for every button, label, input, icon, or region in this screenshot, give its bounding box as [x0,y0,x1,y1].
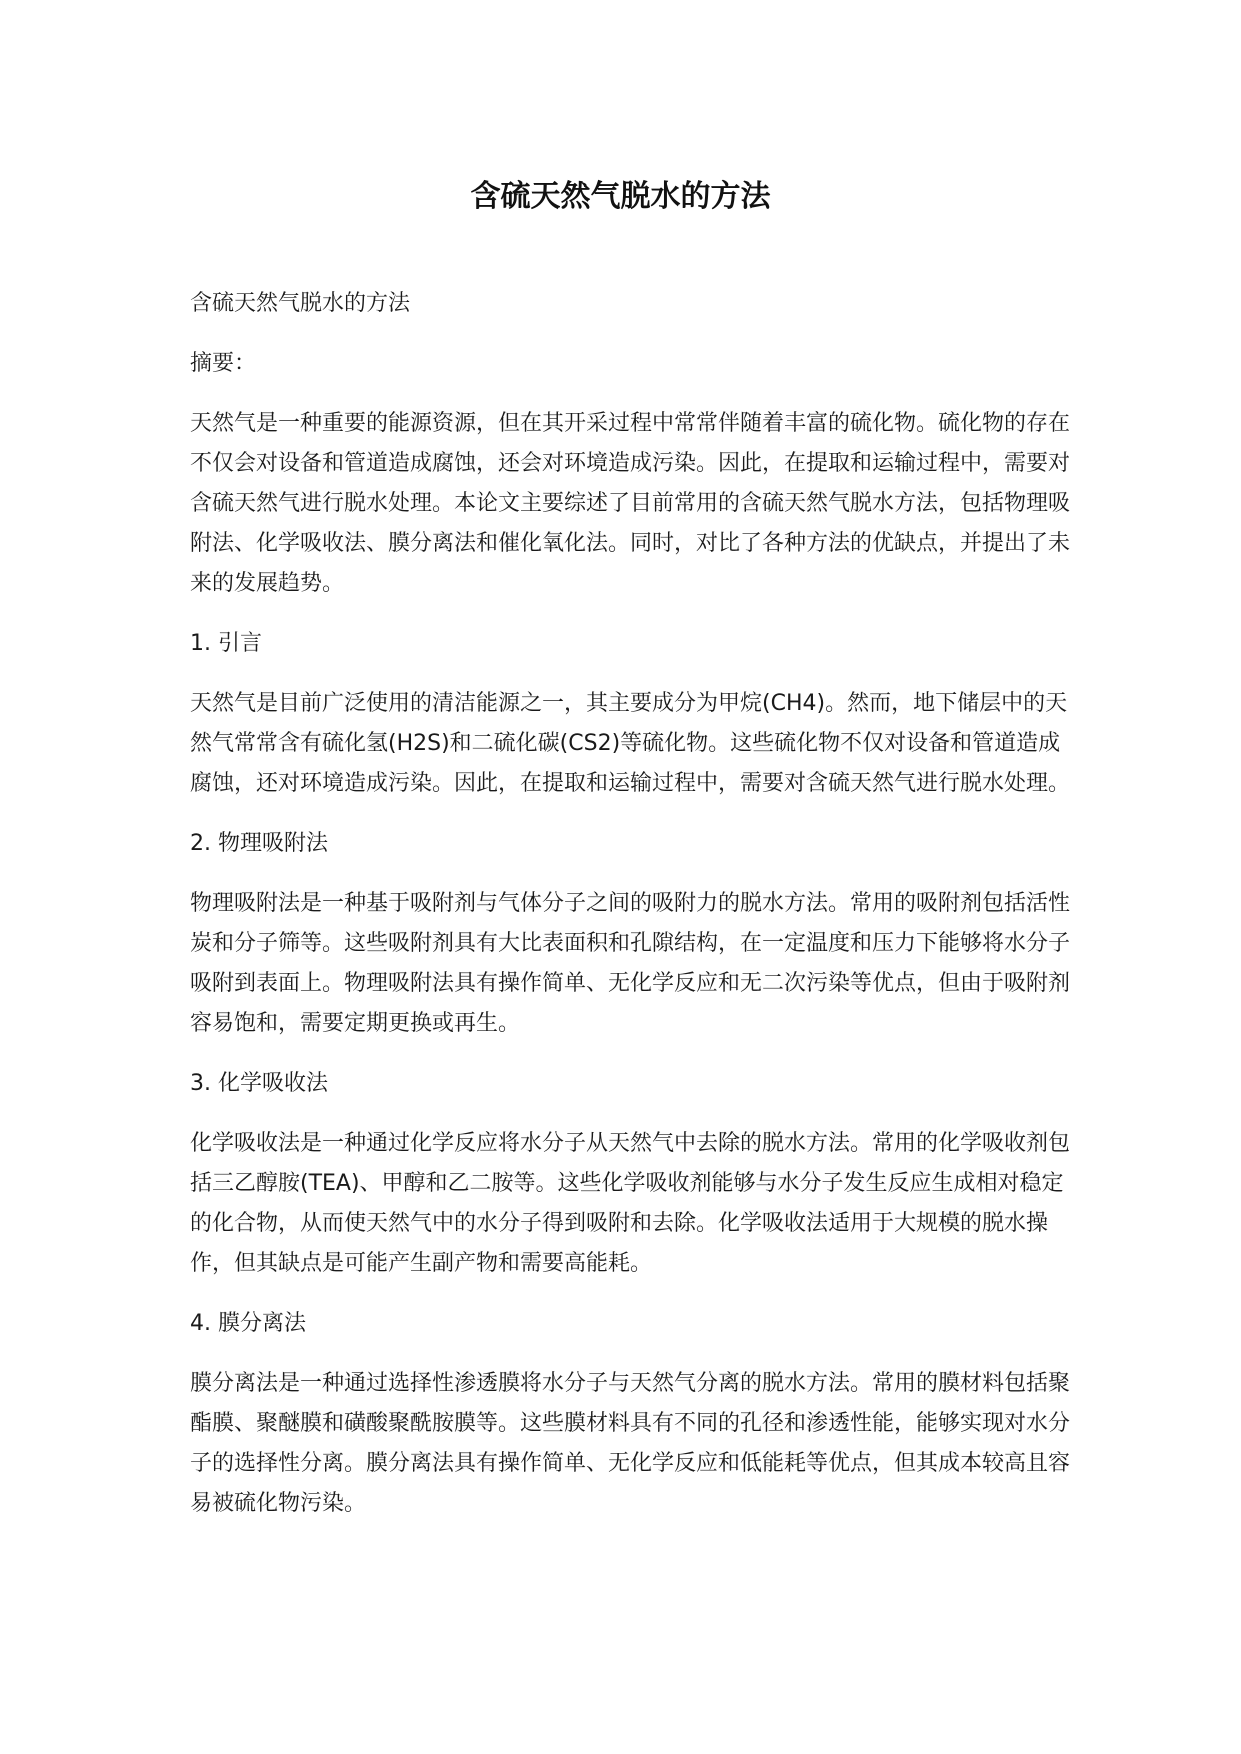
chemical-absorption-paragraph: 化学吸收法是一种通过化学反应将水分子从天然气中去除的脱水方法。常用的化学吸收剂包括三乙醇胺(TEA)、甲醇和乙二胺等。这些化学吸收剂能够与水分子发生反应生成相对稳定的化合物，从而使天然气中的水分子得到吸附和去除。化学吸收法适用于大规模的脱水操作，但其缺点是可能产生副产物和需要高能耗。 [190,1131,1071,1276]
section-heading-introduction: 1. 引言 [190,631,262,656]
document-title: 含硫天然气脱水的方法 [470,179,771,214]
physical-adsorption-paragraph: 物理吸附法是一种基于吸附剂与气体分子之间的吸附力的脱水方法。常用的吸附剂包括活性炭和分子筛等。这些吸附剂具有大比表面积和孔隙结构，在一定温度和压力下能够将水分子吸附到表面上。物理吸附法具有操作简单、无化学反应和无二次污染等优点，但由于吸附剂容易饱和，需要定期更换或再生。 [190,891,1071,1036]
document-body [190,284,1080,1544]
abstract-label: 摘要： [190,351,257,376]
introduction-paragraph: 天然气是目前广泛使用的清洁能源之一，其主要成分为甲烷(CH4)。然而，地下储层中的天然气常常含有硫化氢(H2S)和二硫化碳(CS2)等硫化物。这些硫化物不仅对设备和管道造成腐蚀，还对环境造成污染。因此，在提取和运输过程中，需要对含硫天然气进行脱水处理。 [190,691,1071,796]
membrane-separation-paragraph: 膜分离法是一种通过选择性渗透膜将水分子与天然气分离的脱水方法。常用的膜材料包括聚酯膜、聚醚膜和磺酸聚酰胺膜等。这些膜材料具有不同的孔径和渗透性能，能够实现对水分子的选择性分离。膜分离法具有操作简单、无化学反应和低能耗等优点，但其成本较高且容易被硫化物污染。 [190,1371,1071,1516]
section-heading-chemical-absorption: 3. 化学吸收法 [190,1071,328,1096]
abstract-paragraph: 天然气是一种重要的能源资源，但在其开采过程中常常伴随着丰富的硫化物。硫化物的存在不仅会对设备和管道造成腐蚀，还会对环境造成污染。因此，在提取和运输过程中，需要对含硫天然气进行脱水处理。本论文主要综述了目前常用的含硫天然气脱水方法，包括物理吸附法、化学吸收法、膜分离法和催化氧化法。同时，对比了各种方法的优缺点，并提出了未来的发展趋势。 [190,411,1071,596]
section-heading-physical-adsorption: 2. 物理吸附法 [190,831,328,856]
subtitle-paragraph: 含硫天然气脱水的方法 [190,291,411,316]
section-heading-membrane-separation: 4. 膜分离法 [190,1311,306,1336]
